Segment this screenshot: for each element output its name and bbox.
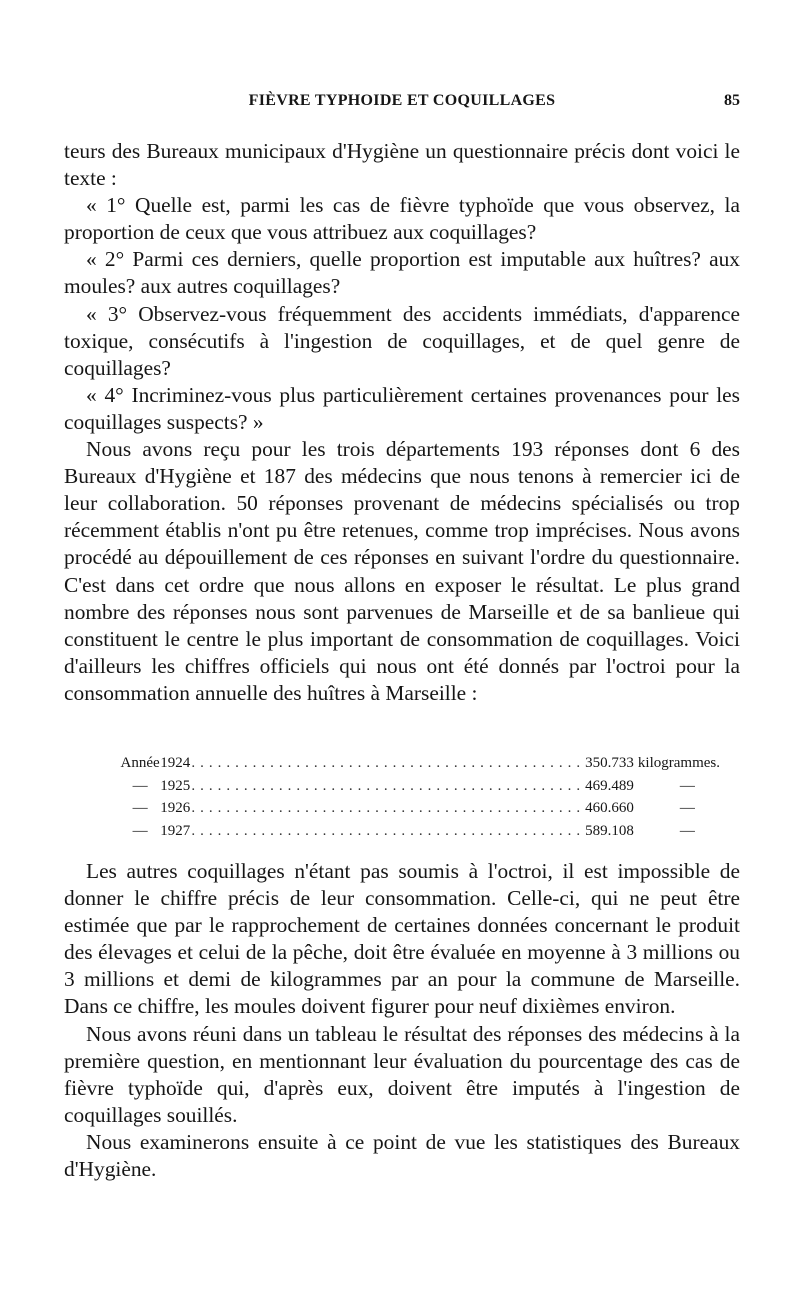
row-value: 460.660 [585,800,634,816]
row-value: 469.489 [585,777,634,794]
question-3: « 3° Observez-vous fréquemment des accidents immédiats, d'apparence toxique, consécutifs à l'ingestion de coquillages, et de quel genre de coquillages? [64,301,740,380]
row-value: 350.733 [585,755,634,771]
paragraph-continuation: teurs des Bureaux municipaux d'Hygiène un questionnaire précis dont voici le texte : [64,139,740,191]
dot-leader: ............................................. [191,777,586,794]
row-year: 1924 [160,755,191,771]
row-label: — [132,777,148,794]
question-1: « 1° Quelle est, parmi les cas de fièvre typhoïde que vous observez, la proportion de ceux que vous attribuez aux coquillages? [64,193,740,245]
question-2: « 2° Parmi ces derniers, quelle proportion est imputable aux huîtres? aux moules? aux autres coquillages? [64,247,740,299]
row-unit: — [679,777,695,794]
paragraph-other-shellfish: Les autres coquillages n'étant pas soumis à l'octroi, il est impossible de donner le chiffre précis de leur consommation. Celle-ci, qui ne peut être estimée que par le rapprochement de certaines données concernant le produit des élevages et celui de la pêche, doit être évaluée en moyenne à 3 millions ou 3 millions et demi de kilogrammes par an pour la commune de Marseille. Dans ce chiffre, les moules doivent figurer pour neuf dixièmes environ. [64,859,740,1019]
page-number: 85 [724,92,740,109]
body-text-after-table [64,858,740,1183]
row-label: — [132,822,148,839]
row-unit: — [679,800,695,816]
paragraph-physicians-table: Nous avons réuni dans un tableau le résultat des réponses des médecins à la première question, en mentionnant leur évaluation du pourcentage des cas de fièvre typhoïde qui, d'après eux, doivent être imputés à l'ingestion de coquillages souillés. [64,1021,740,1127]
row-year: 1927 [160,822,191,839]
row-value: 589.108 [585,822,634,839]
question-4: « 4° Incriminez-vous plus particulièrement certaines provenances pour les coquillages suspects? » [64,382,740,434]
running-title: FIÈVRE TYPHOIDE ET COQUILLAGES [248,92,556,109]
row-label: — [132,800,148,816]
dot-leader: ............................................. [191,800,586,816]
row-year: 1926 [160,800,191,816]
row-year: 1925 [160,777,191,794]
row-unit: kilogrammes. [637,755,720,771]
table-row [120,775,720,798]
dot-leader: ............................................. [191,822,586,839]
paragraph-statistics: Nous examinerons ensuite à ce point de vue les statistiques des Bureaux d'Hygiène. [64,1129,740,1182]
dot-leader: ............................................. [191,755,586,771]
body-text-before-table [64,138,740,707]
table-row [120,820,720,843]
table-row [120,752,720,775]
oyster-consumption-table [120,752,720,842]
table-row [120,797,720,820]
row-unit: — [679,822,695,839]
page-header [64,92,740,118]
paragraph-responses: Nous avons reçu pour les trois départements 193 réponses dont 6 des Bureaux d'Hygiène et 187 des médecins que nous tenons à remercier ici de leur collaboration. 50 réponses provenant de médecins spécialisés ou trop récemment établis n'ont pu être retenues, comme trop imprécises. Nous avons procédé au dépouillement de ces réponses en suivant l'ordre du questionnaire. C'est dans cet ordre que nous allons en exposer le résultat. Le plus grand nombre des réponses nous sont parvenues de Marseille et de sa banlieue qui constituent le centre le plus important de consommation de coquillages. Voici d'ailleurs les chiffres officiels qui nous ont été donnés par l'octroi pour la consommation annuelle des huîtres à Marseille : [64,437,740,705]
row-label: Année [120,755,160,771]
